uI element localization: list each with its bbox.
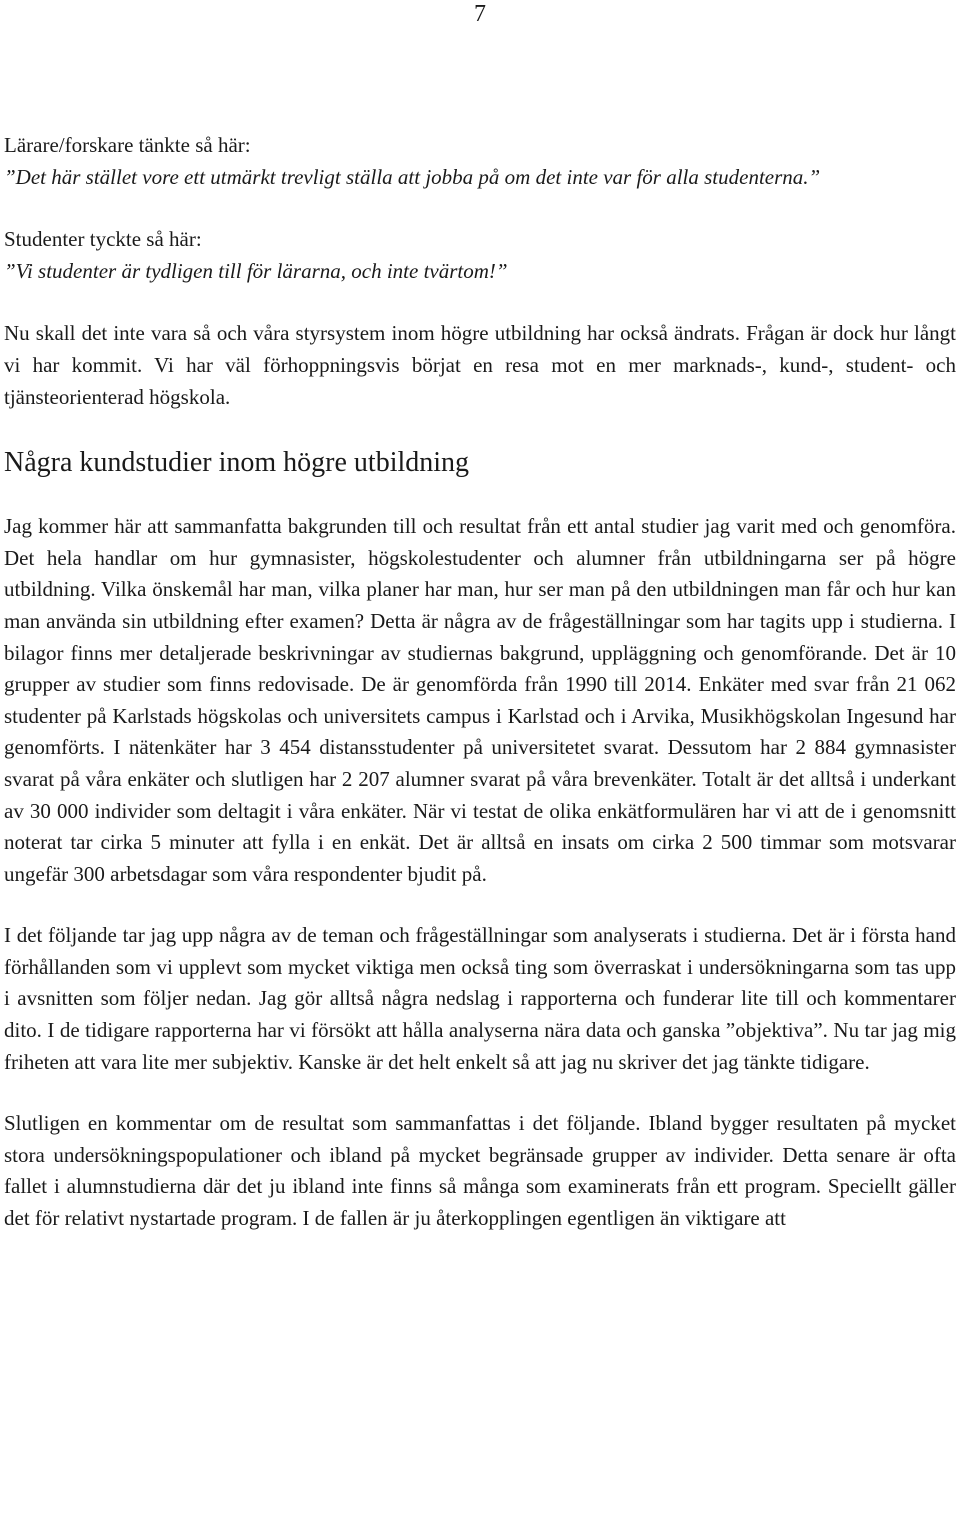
body-paragraph-3: Slutligen en kommentar om de resultat som sammanfattas i det följande. Ibland bygger resultaten på mycket stora undersökningspopulationer och ibland på mycket begränsade grupper av individer. Detta senare är ofta fallet i alumnstudierna där det ju ibland inte finns så många som examinerats från ett program. Speciellt gäller det för relativt nystartade program. I de fallen är ju återkopplingen egentligen än viktigare att (4, 1111, 956, 1231)
body-paragraph-1: Jag kommer här att sammanfatta bakgrunden till och resultat från ett antal studier jag varit med och genomföra. Det hela handlar om hur gymnasister, högskolestudenter och alumner från utbildningarna ser på högre utbildning. Vilka önskemål har man, vilka planer har man, hur ser man på den utbildningen man får och hur kan man använda sin utbildning efter examen? Detta är några av de frågeställningar som har tagits upp i studierna. I bilagor finns mer detaljerade beskrivningar av studiernas bakgrund, uppläggning och genomförande. Det är 10 grupper av studier som finns redovisade. De är genomförda från 1990 till 2014. Enkäter med svar från 21 062 studenter på Karlstads högskolas och universitets campus i Karlstad och i Arvika, Musikhögskolan Ingesund har genomförts. I nätenkäter har 3 454 distansstudenter på universitetet svarat. Dessutom har 2 884 gymnasister svarat på våra enkäter och slutligen har 2 207 alumner svarat på våra brevenkäter. Totalt är det alltså i underkant av 30 000 individer som deltagit i våra enkäter. När vi testat de olika enkätformulären har vi att de i genomsnitt noterat tar cirka 5 minuter att fylla i en enkät. Det är alltså en insats om cirka 2 500 timmar som motsvarar ungefär 300 arbetsdagar som våra respondenter bjudit på. (4, 514, 956, 886)
spacer (4, 193, 956, 224)
change-paragraph: Nu skall det inte vara så och våra styrsystem inom högre utbildning har också ändrats. Frågan är dock hur långt vi har kommit. Vi har väl förhoppningsvis börjat en resa mot en mer marknads-, kund-, student- och tjänsteorienterad högskola. (4, 321, 956, 409)
document-body (4, 130, 956, 1235)
students-quote: ”Vi studenter är tydligen till för lärarna, och inte tvärtom!” (4, 258, 508, 283)
spacer (4, 287, 956, 318)
section-heading: Några kundstudier inom högre utbildning (4, 447, 470, 479)
spacer (4, 1078, 956, 1108)
teachers-intro: Lärare/forskare tänkte så här: (4, 133, 251, 157)
teachers-quote: ”Det här stället vore ett utmärkt trevligt ställa att jobba på om det inte var för alla studenterna.” (4, 164, 821, 189)
page-number: 7 (474, 1, 486, 27)
body-paragraph-2: I det följande tar jag upp några av de teman och frågeställningar som analyserats i studierna. Det är i första hand förhållanden som vi upplevt som mycket viktiga men också ting som överraskat i undersökningarna som tas upp i avsnitten som följer nedan. Jag gör alltså några nedslag i rapporterna och funderar lite till och kommentarer dito. I de tidigare rapporterna har vi försökt att hålla analyserna nära data och ganska ”objektiva”. Nu tar jag mig friheten att vara lite mer subjektiv. Kanske är det helt enkelt så att jag nu skriver det jag tänkte tidigare. (4, 923, 956, 1074)
spacer (4, 890, 956, 920)
students-intro: Studenter tyckte så här: (4, 227, 202, 252)
